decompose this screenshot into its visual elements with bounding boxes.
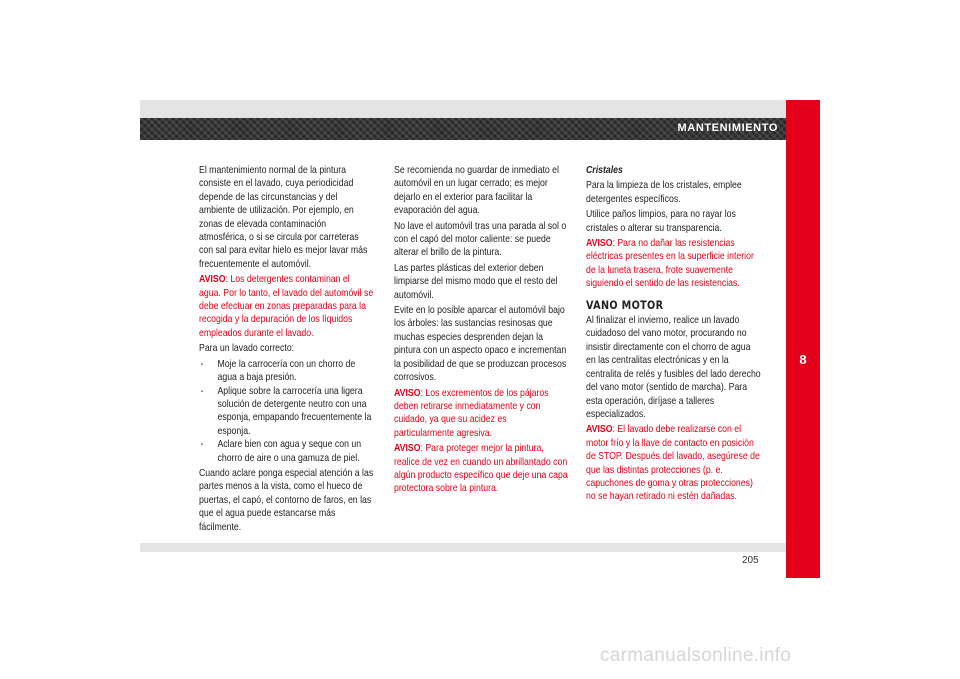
paragraph: Utilice paños limpios, para no rayar los cristales o alterar su transparencia. [586, 209, 736, 234]
list-intro: Para un lavado correcto: [199, 343, 295, 355]
intro-paragraph: El mantenimiento normal de la pintura consiste en el lavado, cuya periodicidad depende de las circunstancias y del ambiente de utilización. Por ejemplo, en zonas de elevada contaminación atmosférica, o si se circula por carreteras con sal para evitar hielo es mejor lavar más frecuentemente el automóvil. [199, 165, 368, 270]
page-number: 205 [742, 555, 759, 566]
warning-paragraph [199, 273, 374, 340]
warning-paragraph [586, 423, 761, 503]
section-title: MANTENIMIENTO [677, 122, 778, 134]
paragraph: Para la limpieza de los cristales, emplee detergentes específicos. [586, 180, 742, 205]
text-column-1 [199, 164, 374, 536]
closing-paragraph: Cuando aclare ponga especial atención a las partes menos a la vista, como el hueco de puertas, el capó, el contorno de faros, en las que el agua puede estancarse más fácilmente. [199, 467, 374, 533]
warning-paragraph [586, 237, 761, 291]
chapter-number: 8 [799, 352, 807, 367]
wash-steps-list [199, 358, 374, 465]
text-column-2 [394, 164, 569, 498]
warning-label: AVISO [394, 387, 421, 399]
paragraph: Evite en lo posible aparcar el automóvil bajo los árboles: las sustancias resinosas que muchas especies desprenden dejan la pintura con un aspecto opaco e incrementan la posibilidad de que se produzcan procesos corrosivos. [394, 305, 567, 384]
heading-vano-motor: VANO MOTOR [586, 297, 664, 312]
warning-text: : Para proteger mejor la pintura, realice de vez en cuando un abrillantado con algún producto específico que deje una capa protectora sobre la pintura. [394, 443, 568, 495]
list-item: - Aplique sobre la carrocería una ligera solución de detergente neutro con una esponja, empapando frecuentemente la esponja. [199, 385, 374, 439]
subheading-cristales: Cristales [586, 165, 623, 176]
warning-label: AVISO [394, 443, 421, 455]
header-band [140, 100, 786, 118]
chapter-tab [786, 100, 820, 578]
text-column-3 [586, 164, 761, 506]
warning-paragraph [394, 387, 569, 441]
warning-text: : Los detergentes contaminan el agua. Por lo tanto, el lavado del automóvil se debe efectuar en zonas preparadas para la recogida y la depuración de los líquidos empleados durante el lavado. [199, 274, 374, 339]
warning-text: : Los excrementos de los pájaros deben retirarse inmediatamente y con cuidado, ya que su acidez es particularmente agresiva. [394, 387, 549, 439]
paragraph: Al finalizar el invierno, realice un lavado cuidadoso del vano motor, procurando no insistir directamente con el chorro de agua en las centralitas electrónicas y en la centralita de relés y fusibles del lado derecho del vano motor (sentido de marcha). Para esta operación, diríjase a talleres especializados. [586, 315, 761, 420]
warning-label: AVISO [199, 274, 226, 286]
paragraph: Las partes plásticas del exterior deben limpiarse del mismo modo que el resto del automóvil. [394, 262, 558, 301]
watermark-logo: carmanualsonline.info [600, 645, 792, 666]
header-carbon-strip [140, 118, 786, 140]
warning-text: : El lavado debe realizarse con el motor frío y la llave de contacto en posición de STOP. Después del lavado, asegúrese de que las distintas protecciones (p. e. capuchones de goma y otras protecciones) no se hayan retirado ni estén dañadas. [586, 424, 760, 503]
list-item: - Moje la carrocería con un chorro de agua a baja presión. [199, 358, 374, 385]
paragraph: No lave el automóvil tras una parada al sol o con el capó del motor caliente: se puede alterar el brillo de la pintura. [394, 220, 567, 259]
list-item: - Aclare bien con agua y seque con un chorro de aire o una gamuza de piel. [199, 438, 374, 465]
warning-text: : Para no dañar las resistencias eléctricas presentes en la superficie interior de la luneta trasera, frote suavemente siguiendo el sentido de las resistencias. [586, 238, 754, 290]
footer-band [140, 543, 786, 552]
warning-label: AVISO [586, 238, 613, 250]
warning-label: AVISO [586, 424, 613, 436]
paragraph: Se recomienda no guardar de inmediato el automóvil en un lugar cerrado; es mejor dejarlo en el exterior para facilitar la evaporación del agua. [394, 165, 559, 217]
warning-paragraph [394, 442, 569, 496]
